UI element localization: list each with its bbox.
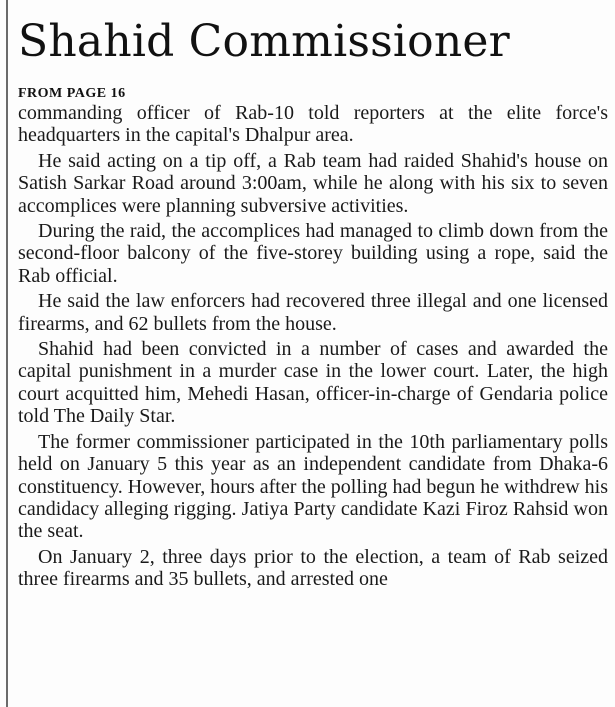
headline: Shahid Commissioner — [18, 16, 510, 67]
paragraph: He said acting on a tip off, a Rab team had raided Shahid's house on Satish Sarkar Road around 3:00am, while he along with his six to seven accomplices were planning subversive activities. — [18, 149, 608, 217]
paragraph: The former commissioner participated in the 10th parliamentary polls held on January 5 this year as an independent candidate from Dhaka-6 constituency. However, hours after the polling had begun he withdrew his candidacy alleging rigging. Jatiya Party candidate Kazi Firoz Rahsid won the seat. — [18, 430, 608, 543]
paragraph: During the raid, the accomplices had managed to climb down from the second-floor balcony of the five-storey building using a rope, said the Rab official. — [18, 220, 608, 287]
jump-label: FROM PAGE 16 — [18, 86, 126, 101]
paragraph: commanding officer of Rab-10 told reporters at the elite force's headquarters in the capital's Dhalpur area. — [18, 102, 608, 147]
article-body — [18, 102, 608, 591]
paragraph: On January 2, three days prior to the election, a team of Rab seized three firearms and 35 bullets, and arrested one — [18, 545, 608, 591]
article-column — [18, 0, 608, 594]
paragraph: Shahid had been convicted in a number of cases and awarded the capital punishment in a murder case in the lower court. Later, the high court acquitted him, Mehedi Hasan, officer-in-charge of Gendaria police told The Daily Star. — [18, 338, 608, 428]
column-rule — [6, 0, 8, 707]
paragraph: He said the law enforcers had recovered three illegal and one licensed firearms, and 62 bullets from the house. — [18, 290, 608, 335]
